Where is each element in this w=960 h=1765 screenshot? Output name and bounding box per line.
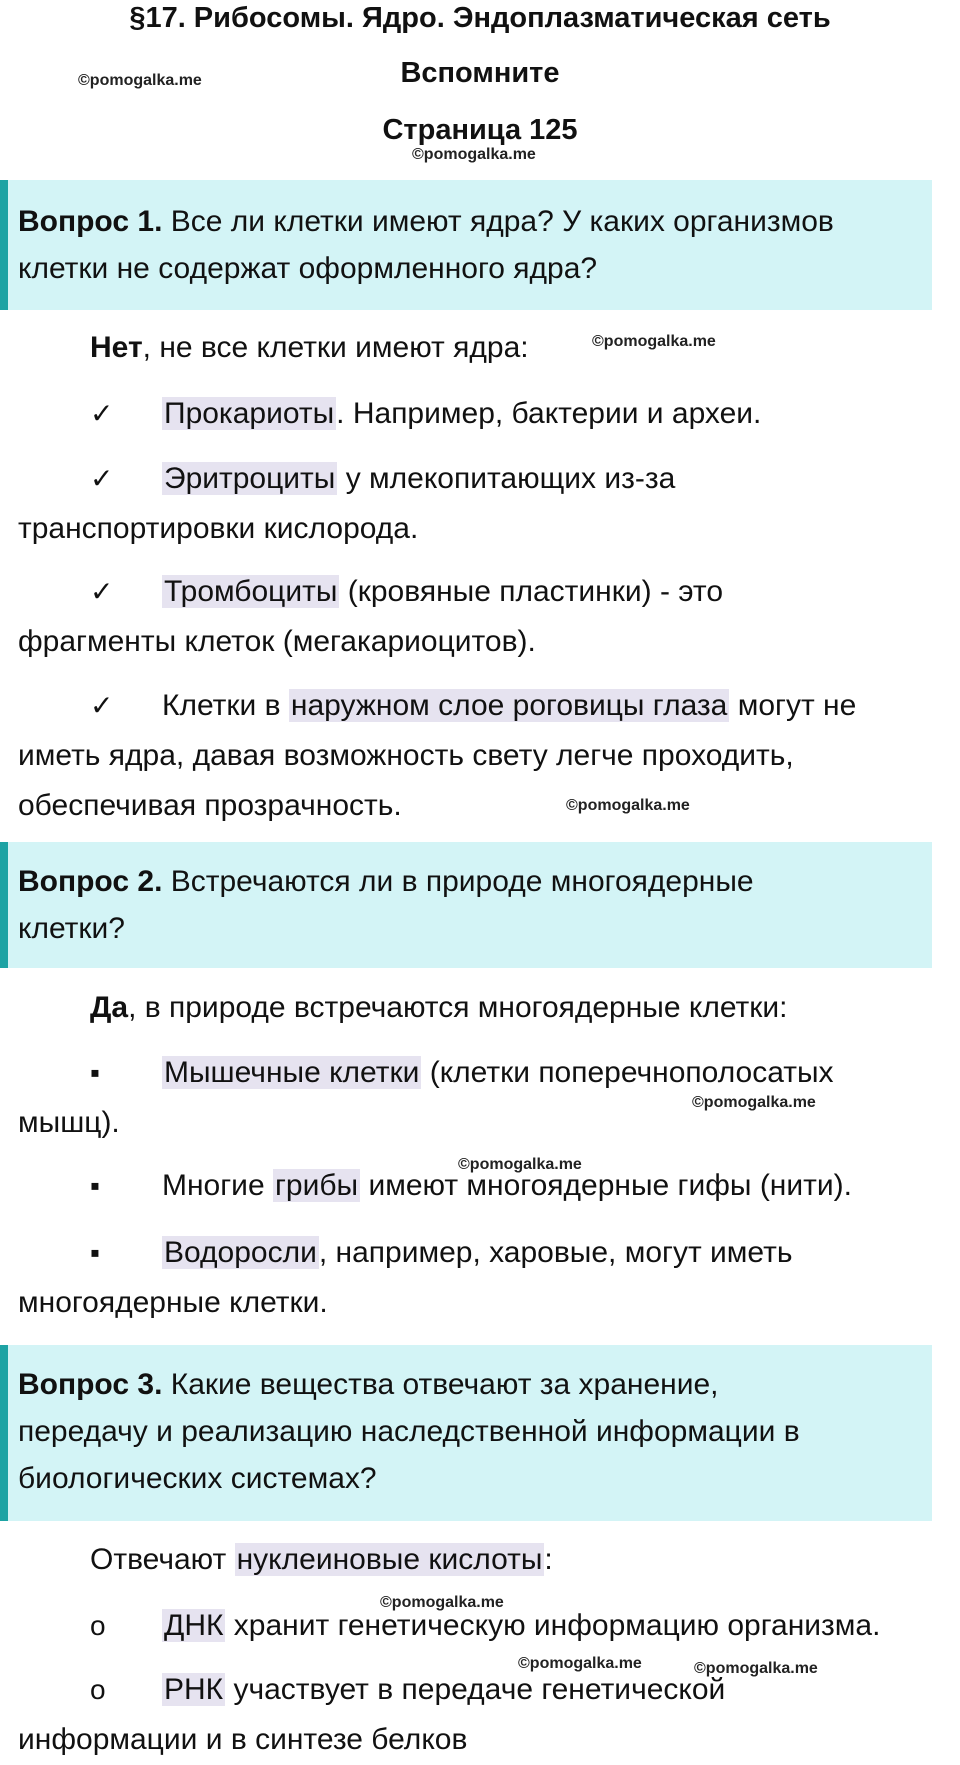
list-item-continuation: информации и в синтезе белков bbox=[18, 1723, 468, 1756]
question-3-box bbox=[0, 1345, 932, 1521]
list-item-text: хранит генетическую информацию организма. bbox=[225, 1609, 881, 1642]
square-bullet-icon: ▪ bbox=[90, 1170, 100, 1201]
check-icon: ✓ bbox=[90, 690, 114, 721]
list-item bbox=[18, 1228, 938, 1328]
check-icon: ✓ bbox=[90, 463, 114, 494]
question-2-text: Встречаются ли в природе многоядерные bbox=[162, 865, 754, 898]
highlight-term: грибы bbox=[274, 1169, 359, 1202]
answer-3-text: Отвечают bbox=[90, 1543, 235, 1576]
check-icon: ✓ bbox=[90, 398, 114, 429]
section-subtitle: Вспомните bbox=[400, 57, 560, 89]
watermark: ©pomogalka.me bbox=[566, 797, 690, 814]
watermark: ©pomogalka.me bbox=[380, 1594, 504, 1611]
question-3-label: Вопрос 3. bbox=[18, 1368, 163, 1401]
watermark: ©pomogalka.me bbox=[412, 146, 536, 163]
answer-2-text: , в природе встречаются многоядерные клетки: bbox=[128, 991, 788, 1024]
list-item-continuation: фрагменты клеток (мегакариоцитов). bbox=[18, 625, 536, 658]
list-item bbox=[18, 454, 938, 554]
question-1-box bbox=[0, 180, 932, 310]
highlight-term: Тромбоциты bbox=[164, 575, 338, 608]
highlight-term: ДНК bbox=[164, 1609, 224, 1642]
list-item bbox=[18, 1665, 938, 1765]
highlight-term: Прокариоты bbox=[164, 397, 335, 430]
list-item-text: Клетки в bbox=[162, 689, 289, 722]
question-1-label: Вопрос 1. bbox=[18, 205, 163, 238]
question-3-text-line2: передачу и реализацию наследственной информации в bbox=[18, 1415, 800, 1448]
list-item bbox=[18, 567, 938, 667]
highlight-term: Водоросли bbox=[164, 1236, 317, 1269]
answer-1-bold: Нет bbox=[90, 331, 143, 364]
check-icon: ✓ bbox=[90, 576, 114, 607]
answer-3-text: : bbox=[544, 1543, 553, 1576]
answer-1-text: , не все клетки имеют ядра: bbox=[142, 331, 529, 364]
list-item-text: (кровяные пластинки) - это bbox=[339, 575, 724, 608]
watermark: ©pomogalka.me bbox=[692, 1094, 816, 1111]
list-item bbox=[18, 389, 938, 439]
page-title: §17. Рибосомы. Ядро. Эндоплазматическая сеть bbox=[129, 2, 831, 34]
question-2-label: Вопрос 2. bbox=[18, 865, 163, 898]
list-item-continuation: мышц). bbox=[18, 1106, 120, 1139]
question-2-text-line2: клетки? bbox=[18, 912, 125, 945]
list-item-text: (клетки поперечнополосатых bbox=[421, 1056, 834, 1089]
list-item-text: , например, харовые, могут иметь bbox=[318, 1236, 793, 1269]
answer-1-intro bbox=[18, 323, 938, 373]
watermark: ©pomogalka.me bbox=[592, 333, 716, 350]
list-item-text: . Например, бактерии и археи. bbox=[336, 397, 762, 430]
list-item-text: Многие bbox=[162, 1169, 273, 1202]
answer-3-intro bbox=[18, 1535, 938, 1585]
list-item-continuation: транспортировки кислорода. bbox=[18, 512, 419, 545]
square-bullet-icon: ▪ bbox=[90, 1057, 100, 1088]
circle-bullet-icon: o bbox=[90, 1674, 106, 1705]
question-1-text-line2: клетки не содержат оформленного ядра? bbox=[18, 252, 598, 285]
question-3-text: Какие вещества отвечают за хранение, bbox=[162, 1368, 719, 1401]
list-item-text: могут не bbox=[729, 689, 857, 722]
list-item-text: имеют многоядерные гифы (нити). bbox=[360, 1169, 852, 1202]
answer-2-intro bbox=[18, 983, 938, 1033]
list-item-continuation: многоядерные клетки. bbox=[18, 1286, 328, 1319]
page-number: Страница 125 bbox=[382, 114, 578, 146]
watermark: ©pomogalka.me bbox=[694, 1660, 818, 1677]
highlight-term: наружном слое роговицы глаза bbox=[290, 689, 728, 722]
watermark: ©pomogalka.me bbox=[458, 1156, 582, 1173]
list-item bbox=[18, 1161, 938, 1211]
question-3-text-line3: биологических системах? bbox=[18, 1462, 377, 1495]
list-item bbox=[18, 1601, 938, 1651]
list-item-continuation: обеспечивая прозрачность. bbox=[18, 789, 402, 822]
list-item bbox=[18, 1048, 938, 1148]
question-2-box bbox=[0, 842, 932, 968]
circle-bullet-icon: o bbox=[90, 1610, 106, 1641]
list-item-text: участвует в передаче генетической bbox=[225, 1673, 726, 1706]
question-1-text: Все ли клетки имеют ядра? У каких организмов bbox=[162, 205, 834, 238]
square-bullet-icon: ▪ bbox=[90, 1237, 100, 1268]
watermark: ©pomogalka.me bbox=[78, 72, 202, 89]
highlight-term: Эритроциты bbox=[164, 462, 336, 495]
highlight-term: РНК bbox=[164, 1673, 224, 1706]
list-item-text: у млекопитающих из-за bbox=[337, 462, 676, 495]
list-item bbox=[18, 681, 938, 831]
watermark: ©pomogalka.me bbox=[518, 1655, 642, 1672]
highlight-term: нуклеиновые кислоты bbox=[236, 1543, 543, 1576]
answer-2-bold: Да bbox=[90, 991, 129, 1024]
list-item-continuation: иметь ядра, давая возможность свету легче проходить, bbox=[18, 739, 794, 772]
highlight-term: Мышечные клетки bbox=[164, 1056, 420, 1089]
